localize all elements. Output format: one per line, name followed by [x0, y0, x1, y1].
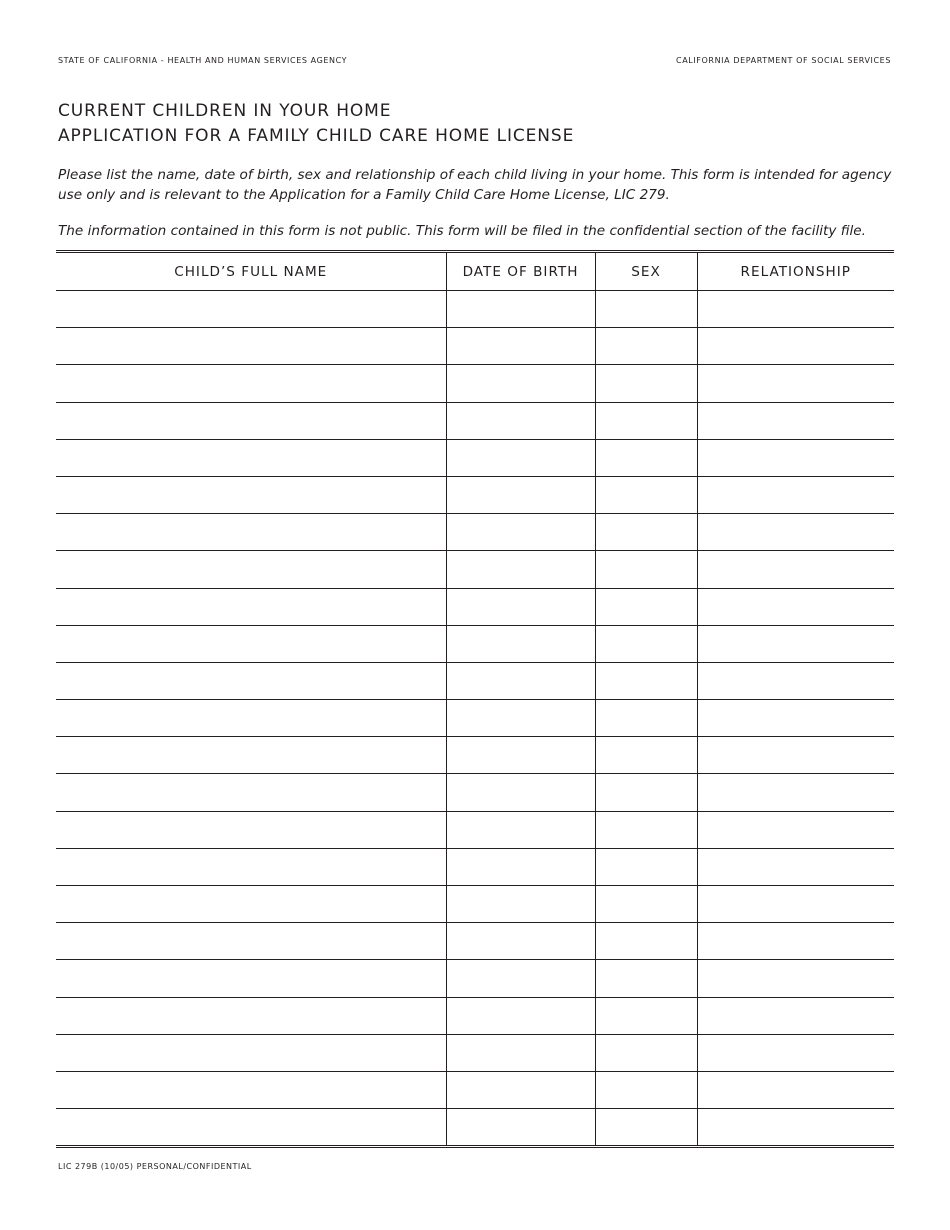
date-of-birth-field[interactable] — [446, 551, 595, 588]
table-row — [56, 588, 894, 625]
date-of-birth-field[interactable] — [446, 365, 595, 402]
child-name-field[interactable] — [56, 588, 446, 625]
date-of-birth-field[interactable] — [446, 625, 595, 662]
relationship-field[interactable] — [697, 960, 894, 997]
table-row — [56, 848, 894, 885]
child-name-field[interactable] — [56, 774, 446, 811]
relationship-field[interactable] — [697, 439, 894, 476]
child-name-field[interactable] — [56, 1071, 446, 1108]
table-row — [56, 1071, 894, 1108]
relationship-field[interactable] — [697, 588, 894, 625]
child-name-field[interactable] — [56, 662, 446, 699]
relationship-field[interactable] — [697, 811, 894, 848]
child-name-field[interactable] — [56, 923, 446, 960]
child-name-field[interactable] — [56, 997, 446, 1034]
child-name-field[interactable] — [56, 365, 446, 402]
agency-name-department: CALIFORNIA DEPARTMENT OF SOCIAL SERVICES — [676, 56, 891, 65]
relationship-field[interactable] — [697, 774, 894, 811]
relationship-field[interactable] — [697, 476, 894, 513]
child-name-field[interactable] — [56, 848, 446, 885]
date-of-birth-field[interactable] — [446, 439, 595, 476]
sex-field[interactable] — [595, 923, 697, 960]
table-row — [56, 1034, 894, 1071]
column-header-relationship: RELATIONSHIP — [697, 253, 894, 291]
date-of-birth-field[interactable] — [446, 886, 595, 923]
date-of-birth-field[interactable] — [446, 774, 595, 811]
table-row — [56, 402, 894, 439]
date-of-birth-field[interactable] — [446, 737, 595, 774]
sex-field[interactable] — [595, 402, 697, 439]
child-name-field[interactable] — [56, 476, 446, 513]
column-header-sex: SEX — [595, 253, 697, 291]
column-header-name: CHILD’S FULL NAME — [56, 253, 446, 291]
child-name-field[interactable] — [56, 625, 446, 662]
sex-field[interactable] — [595, 811, 697, 848]
sex-field[interactable] — [595, 291, 697, 328]
child-name-field[interactable] — [56, 328, 446, 365]
child-name-field[interactable] — [56, 291, 446, 328]
relationship-field[interactable] — [697, 886, 894, 923]
sex-field[interactable] — [595, 439, 697, 476]
relationship-field[interactable] — [697, 662, 894, 699]
sex-field[interactable] — [595, 960, 697, 997]
agency-name-state: STATE OF CALIFORNIA - HEALTH AND HUMAN SERVICES AGENCY — [58, 56, 348, 65]
table-row — [56, 514, 894, 551]
date-of-birth-field[interactable] — [446, 923, 595, 960]
table-row — [56, 811, 894, 848]
child-name-field[interactable] — [56, 960, 446, 997]
table-row — [56, 551, 894, 588]
sex-field[interactable] — [595, 328, 697, 365]
sex-field[interactable] — [595, 365, 697, 402]
relationship-field[interactable] — [697, 625, 894, 662]
sex-field[interactable] — [595, 774, 697, 811]
date-of-birth-field[interactable] — [446, 848, 595, 885]
relationship-field[interactable] — [697, 923, 894, 960]
child-name-field[interactable] — [56, 811, 446, 848]
child-name-field[interactable] — [56, 737, 446, 774]
table-row — [56, 328, 894, 365]
sex-field[interactable] — [595, 737, 697, 774]
relationship-field[interactable] — [697, 365, 894, 402]
relationship-field[interactable] — [697, 737, 894, 774]
table-row — [56, 365, 894, 402]
relationship-field[interactable] — [697, 1034, 894, 1071]
children-table-body — [56, 291, 894, 1146]
sex-field[interactable] — [595, 700, 697, 737]
relationship-field[interactable] — [697, 1071, 894, 1108]
date-of-birth-field[interactable] — [446, 588, 595, 625]
relationship-field[interactable] — [697, 997, 894, 1034]
table-header-row — [56, 253, 894, 291]
table-row — [56, 737, 894, 774]
table-row — [56, 960, 894, 997]
date-of-birth-field[interactable] — [446, 402, 595, 439]
relationship-field[interactable] — [697, 848, 894, 885]
children-table — [56, 253, 894, 1145]
table-row — [56, 291, 894, 328]
date-of-birth-field[interactable] — [446, 514, 595, 551]
relationship-field[interactable] — [697, 328, 894, 365]
relationship-field[interactable] — [697, 1109, 894, 1146]
date-of-birth-field[interactable] — [446, 1109, 595, 1146]
date-of-birth-field[interactable] — [446, 476, 595, 513]
sex-field[interactable] — [595, 886, 697, 923]
sex-field[interactable] — [595, 997, 697, 1034]
table-row — [56, 1109, 894, 1146]
form-title: CURRENT CHILDREN IN YOUR HOME — [58, 101, 392, 121]
relationship-field[interactable] — [697, 700, 894, 737]
table-row — [56, 439, 894, 476]
date-of-birth-field[interactable] — [446, 662, 595, 699]
table-row — [56, 476, 894, 513]
child-name-field[interactable] — [56, 700, 446, 737]
form-instructions: Please list the name, date of birth, sex and relationship of each child living in your home. This form is intended for agency use only and is relevant to the Application for a Family Child Care Home License, LIC 279. — [58, 167, 892, 203]
sex-field[interactable] — [595, 1109, 697, 1146]
table-row — [56, 886, 894, 923]
child-name-field[interactable] — [56, 551, 446, 588]
sex-field[interactable] — [595, 848, 697, 885]
sex-field[interactable] — [595, 625, 697, 662]
sex-field[interactable] — [595, 1071, 697, 1108]
date-of-birth-field[interactable] — [446, 328, 595, 365]
child-name-field[interactable] — [56, 514, 446, 551]
table-row — [56, 997, 894, 1034]
sex-field[interactable] — [595, 514, 697, 551]
column-header-dob: DATE OF BIRTH — [446, 253, 595, 291]
relationship-field[interactable] — [697, 551, 894, 588]
date-of-birth-field[interactable] — [446, 997, 595, 1034]
sex-field[interactable] — [595, 588, 697, 625]
date-of-birth-field[interactable] — [446, 1034, 595, 1071]
table-row — [56, 625, 894, 662]
sex-field[interactable] — [595, 1034, 697, 1071]
relationship-field[interactable] — [697, 514, 894, 551]
table-row — [56, 923, 894, 960]
relationship-field[interactable] — [697, 291, 894, 328]
child-name-field[interactable] — [56, 402, 446, 439]
form-subtitle: APPLICATION FOR A FAMILY CHILD CARE HOME LICENSE — [58, 126, 575, 146]
confidential-note: The information contained in this form is not public. This form will be filed in the confidential section of the facility file. — [58, 223, 866, 239]
children-table-container — [56, 250, 894, 1148]
table-row — [56, 774, 894, 811]
child-name-field[interactable] — [56, 1109, 446, 1146]
sex-field[interactable] — [595, 662, 697, 699]
table-row — [56, 662, 894, 699]
date-of-birth-field[interactable] — [446, 811, 595, 848]
form-footer-id: LIC 279B (10/05) PERSONAL/CONFIDENTIAL — [58, 1162, 252, 1171]
date-of-birth-field[interactable] — [446, 960, 595, 997]
table-row — [56, 700, 894, 737]
sex-field[interactable] — [595, 551, 697, 588]
date-of-birth-field[interactable] — [446, 1071, 595, 1108]
date-of-birth-field[interactable] — [446, 700, 595, 737]
relationship-field[interactable] — [697, 402, 894, 439]
date-of-birth-field[interactable] — [446, 291, 595, 328]
child-name-field[interactable] — [56, 439, 446, 476]
child-name-field[interactable] — [56, 886, 446, 923]
sex-field[interactable] — [595, 476, 697, 513]
child-name-field[interactable] — [56, 1034, 446, 1071]
